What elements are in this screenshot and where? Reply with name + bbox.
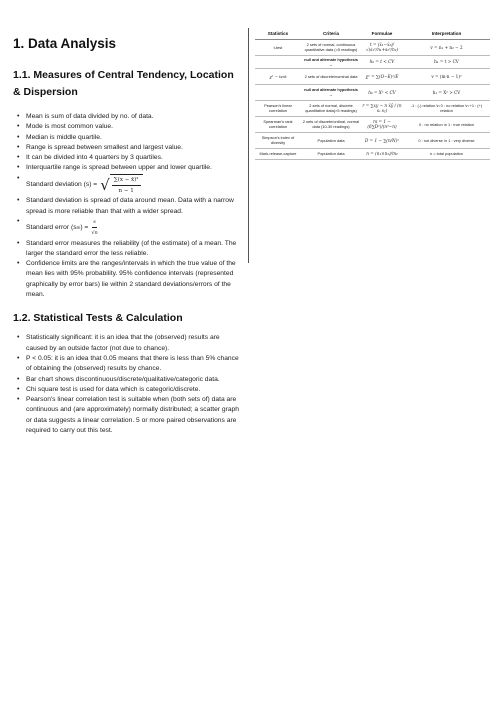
cell-stat — [255, 84, 301, 100]
list-item: • Mean is sum of data divided by no. of data. — [26, 112, 241, 122]
header-interpretation: Interpretation — [403, 28, 490, 39]
table-row — [255, 84, 490, 100]
section-heading-statistical-tests: 1.2. Statistical Tests & Calculation — [13, 312, 183, 325]
list-item: • Chi square test is used for data which is categoric/discrete. — [26, 385, 241, 395]
cell-stat: Pearson's linear correlation — [255, 100, 301, 116]
cell-formula: h₀ = t < CV — [361, 55, 403, 68]
cell-stat: Simpson's index of diversity — [255, 132, 301, 148]
table-row — [255, 132, 490, 148]
se-sub: m — [76, 224, 81, 230]
cell-interpretation: n = total population — [403, 148, 490, 159]
cell-stat: Spearman's rank correlation — [255, 116, 301, 132]
header-criteria: Criteria — [301, 28, 361, 39]
list-item-standard-deviation — [26, 174, 241, 197]
list-item: • Bar chart shows discontinuous/discrete/qualitative/categoric data. — [26, 375, 241, 385]
list-item: • It can be divided into 4 quarters by 3 quartiles. — [26, 153, 241, 163]
page-title: 1. Data Analysis — [13, 36, 117, 51]
section-heading-central-tendency: 1.1. Measures of Central Tendency, Location & Dispersion — [13, 69, 234, 98]
se-label: • Standard error (s — [26, 223, 77, 231]
se-denominator: √n — [91, 230, 98, 237]
table-row — [255, 39, 490, 55]
list-item: • Range is spread between smallest and largest value. — [26, 143, 241, 153]
cell-criteria: 2 sets of discrete/ordinal, normal data (10-30 readings) — [301, 116, 361, 132]
se-eq: ) = — [80, 223, 89, 231]
cell-interpretation: v = n₁ + n₂ − 2 — [403, 39, 490, 55]
table-row — [255, 55, 490, 68]
cell-criteria: Population data — [301, 132, 361, 148]
list-item: • Median is middle quartile. — [26, 133, 241, 143]
list-item: • Standard deviation is spread of data around mean. Data with a narrow spread is more reliable than that with a wider spread. — [26, 196, 241, 217]
cell-formula: h₀ = X² < CV — [361, 84, 403, 100]
central-tendency-list — [13, 112, 241, 300]
sd-label: • Standard deviation (s) = — [26, 180, 98, 188]
list-item: • Pearson's linear correlation test is suitable when (both sets of) data are continuous and (are approximately) normally distributed; a scatter graph or data suggests a linear correlation. 5 or more paired observations are required to carry out this test. — [26, 395, 241, 436]
cell-stat: Mark-release-capture — [255, 148, 301, 159]
cell-interpretation: v = (m·n − 1)² — [403, 68, 490, 84]
cell-interpretation: h₁ = X² > CV — [403, 84, 490, 100]
header-formulae: Formulae — [361, 28, 403, 39]
column-divider — [248, 28, 249, 263]
cell-stat: χ² − test — [255, 68, 301, 84]
list-item: • Statistically significant: it is an idea that the (observed) results are caused by an outside factor (not due to chance). — [26, 333, 241, 354]
se-numerator: s — [92, 217, 97, 228]
cell-criteria: Population data — [301, 148, 361, 159]
left-column — [13, 36, 241, 436]
table-header-row — [255, 28, 490, 39]
statistical-tests-list — [13, 333, 241, 436]
cell-formula: D = 1 − ∑(n/N)² — [361, 132, 403, 148]
cell-formula: χ² = ∑(O−E)²/E — [361, 68, 403, 84]
cell-criteria: null and alternate hypothesis → — [301, 84, 361, 100]
cell-criteria: 2 sets of normal, continuous quantitative data (>5 readings) — [301, 39, 361, 55]
header-statistics: Statistics — [255, 28, 301, 39]
table-row — [255, 116, 490, 132]
cell-interpretation: h₁ = t > CV — [403, 55, 490, 68]
cell-formula: rs = 1 − (6∑D²)/(n³−n) — [361, 116, 403, 132]
cell-formula: t = (x̄₁−x̄₂)/√(s₁²/n₁+s₂²/n₂) — [361, 39, 403, 55]
list-item: • P < 0.05: it is an idea that 0.05 means that there is less than 5% chance of obtaining the (observed) results by chance. — [26, 354, 241, 375]
list-item: • Mode is most common value. — [26, 122, 241, 132]
sd-formula: √ $\frac{\text{∑(x − x̄)²}}{n - 1}$ — [100, 174, 142, 197]
cell-stat — [255, 55, 301, 68]
list-item: • Confidence limits are the ranges/intervals in which the true value of the mean lies with 95% probability. 95% confidence intervals (represented graphically by error bars) lie within 2 standard deviations/errors of the mean. — [26, 259, 241, 300]
list-item: • Standard error measures the reliability (of the estimate) of a mean. The larger the standard error the less reliable. — [26, 239, 241, 260]
sd-denominator: n − 1 — [118, 188, 134, 195]
se-formula — [91, 217, 97, 239]
cell-formula: n = (n₁×n₂)/m₂ — [361, 148, 403, 159]
cell-interpretation: 0 : no relation \n 1 : true relation — [403, 116, 490, 132]
list-item-standard-error — [26, 217, 241, 239]
sd-numerator: ∑(x − x̄)² — [112, 175, 141, 186]
table-row — [255, 68, 490, 84]
cell-interpretation: 0 : not diverse \n 1 : very diverse — [403, 132, 490, 148]
table-row — [255, 148, 490, 159]
cell-criteria: 2 sets of normal, discrete quantitative data(>5 readings) — [301, 100, 361, 116]
cell-criteria: 2 sets of discrete/nominal data — [301, 68, 361, 84]
cell-stat: t-test — [255, 39, 301, 55]
cell-formula: r = ∑xy − n x̄ȳ / (n sₓ sᵧ) — [361, 100, 403, 116]
table-row — [255, 100, 490, 116]
cell-criteria: null and alternate hypothesis → — [301, 55, 361, 68]
statistics-table — [255, 28, 490, 160]
cell-interpretation: -1 : (-) relation \n 0 : no relation \n +1 : (+) relation — [403, 100, 490, 116]
list-item: • Interquartile range is spread between upper and lower quartile. — [26, 163, 241, 173]
